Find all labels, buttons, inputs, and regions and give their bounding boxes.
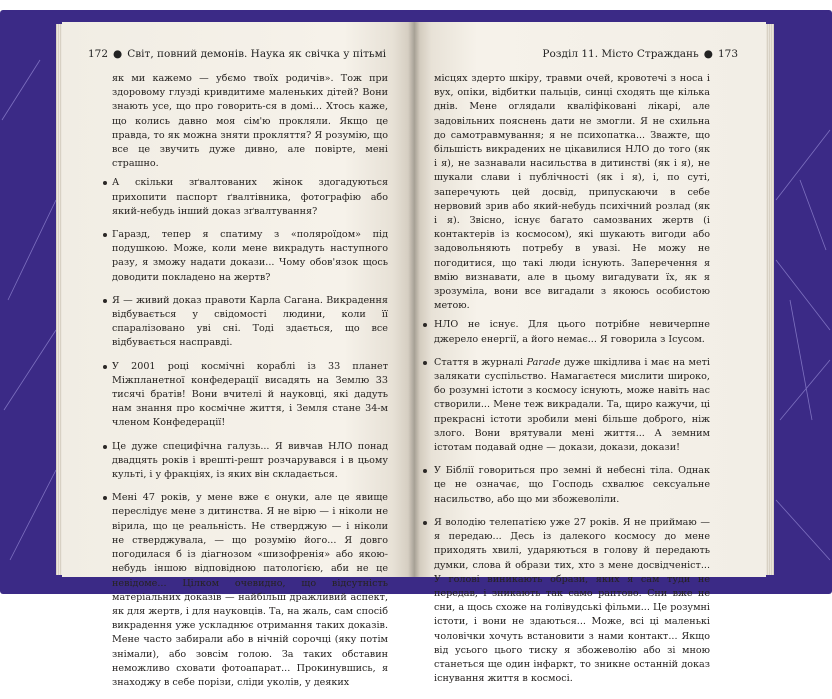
quote-text: У Біблії говориться про земні й небесні тіла. Однак це не означає, що Господь схвалює сексуальне насильство, або що ми збожеволіли.: [434, 465, 710, 505]
right-page-text: [434, 72, 710, 695]
book-gutter: [408, 22, 420, 577]
left-intro-paragraph: як ми кажемо — убємо твоїх родичів». Тож при здоровому глузді кривдитиме маленьких дітей? Вони знають усе, що про говорить-ся в домі... Хтось каже, що колись давно моя сім'ю прокляли. Якщо це правда, то як можна зняти прокляття? Я розумію, що все це звучить дуже дивно, але повірте, мені страшно.: [112, 73, 388, 170]
header-separator: ●: [113, 48, 123, 60]
quote-item: [434, 356, 710, 455]
quote-item: [112, 176, 388, 219]
left-page-text: [112, 72, 388, 699]
left-page-number: 172: [88, 48, 109, 60]
right-page-number: 173: [717, 48, 738, 60]
quote-text: А скільки зґвалтованих жінок здогадуються прихопити паспорт ґвалтівника, фотографію або який-небудь інший доказ зґвалтування?: [112, 177, 388, 217]
bullet-icon: [103, 445, 107, 449]
left-running-header: [88, 48, 386, 60]
right-running-header: [542, 48, 738, 60]
left-running-title: Світ, повний демонів. Наука як свічка у пітьмі: [127, 48, 387, 60]
quote-text: Я — живий доказ правоти Карла Сагана. Викрадення відбувається у свідомості людини, коли її спаралізовано уві сні. Тоді здається, що все відбувається насправді.: [112, 294, 388, 349]
quote-text-continued: дуже шкідлива і має на меті залякати суспільство. Намагаєтеся мислити широко, бо розумні істоти з космосу існують, може навіть нас створили... Мене теж викрадали. Та, щиро кажучи, ці прекрасні істоти зробили мені більше доброго, ніж злого. Вони врятували мені життя... А земним істотам подавай одне — докази, докази, докази!: [434, 356, 710, 454]
right-intro-paragraph: місцях здерто шкіру, травми очей, кровотечі з носа і вух, опіки, відбитки пальців, синці сходять ще кілька днів. Мене оглядали кваліфіковані лікарі, але задовільних пояснень дати не змогли. Я не схильна до самотравмування; я не психопатка... Зважте, що більшість викрадених не цікавилися НЛО до того (як і я), не зазнавали насильства в дитинстві (як і я), не шукали слави і публічності (як і я), і, по суті, заперечують цей досвід, припускаючи в себе нервовий зрив або який-небудь психічний розлад (як і я). Звісно, існує багато самозваних жертв (і контактерів із космосом), які шукають вигоди або задовольняють потребу в увазі. Не можу не погодитися, що такі люди існують. Заперечення я вмію визнавати, але в цьому вигадувати їх, як я зрозуміла, вони все вигадали з якоюсь особистою метою.: [434, 73, 710, 312]
quote-text: Гаразд, тепер я спатиму з «поляроїдом» під подушкою. Може, коли мене викрадуть наступного разу, я зможу надати докази... Чому обов'язок щось доводити покладено на жертв?: [112, 229, 388, 283]
quote-text: Стаття в журналі: [434, 356, 527, 368]
quote-item: [112, 360, 388, 431]
quote-item: [434, 318, 710, 346]
quote-text: Це дуже специфічна галузь... Я вивчав НЛО понад двадцять років і врешті-решт розчарувався і в цьому культі, і у фракціях, із яких він складається.: [112, 440, 388, 481]
magazine-title: Parade: [526, 356, 561, 368]
quote-item: [112, 440, 388, 483]
right-running-title: Розділ 11. Місто Страждань: [542, 48, 699, 60]
bullet-icon: [423, 521, 427, 525]
quote-text: НЛО не існує. Для цього потрібне невичерпне джерело енергії, а його немає... Я говорила з Ісусом.: [434, 319, 710, 345]
bullet-icon: [103, 299, 107, 303]
header-separator: ●: [703, 48, 713, 60]
bullet-icon: [423, 361, 427, 365]
quote-item: [434, 464, 710, 507]
bullet-icon: [103, 233, 107, 237]
quote-text: Я володію телепатією уже 27 років. Я не приймаю — я передаю... Десь із далекого космосу до мене приходять хвилі, ударяються в голову й передають думки, слова й образи тих, хто з мене досвідченіст... У голові виникають образи, яких я сам туди не передав, і зникають так само раптово. Сни вже не сни, а щось схоже на голівудські фільми... Це розумні істоти, і вони не здаються... Може, всі ці маленькі чоловічки хочуть встановити з нами контакт... Якщо від усього цього тиску я збожеволію або зі мною станеться ще один інфаркт, то зникне останній доказ існування життя в космосі.: [434, 516, 710, 685]
quote-item: [112, 294, 388, 351]
bullet-icon: [103, 365, 107, 369]
quote-item: [112, 491, 388, 690]
quote-item: [434, 516, 710, 686]
quote-text: Мені 47 років, у мене вже є онуки, але це явище переслідує мене з дитинства. Я не вірю — і ніколи не вірила, що це реальність. Не стверджую — і ніколи не стверджувала, — що розумію його... Я довго погодилася б із діагнозом «шизофренія» або якою-небудь іншою відповідною патологією, аби не це невідоме... Цілком очевидно, що відсутність матеріальних доказів — найбільш дражливий аспект, як для жертв, і для науковців. Та, на жаль, сам спосіб викрадення уже ускладнює отримання таких доказів. Мене часто забирали або в нічній сорочці (яку потім знімали), або зовсім голою. За таких обставин неможливо сховати фотоапарат... Прокинувшись, я знаходжу в себе порізи, сліди уколів, у деяких: [112, 492, 388, 688]
quote-text: У 2001 році космічні кораблі із 33 планет Міжпланетної конфедерації висадять на Землю 33 тисячі братів! Вони вчителі й науковці, які дадуть нам знання про космічне життя, і Земля стане 34-м членом Конфедерації!: [112, 360, 388, 429]
quote-item: [112, 228, 388, 285]
page-edges-right: [766, 24, 774, 575]
